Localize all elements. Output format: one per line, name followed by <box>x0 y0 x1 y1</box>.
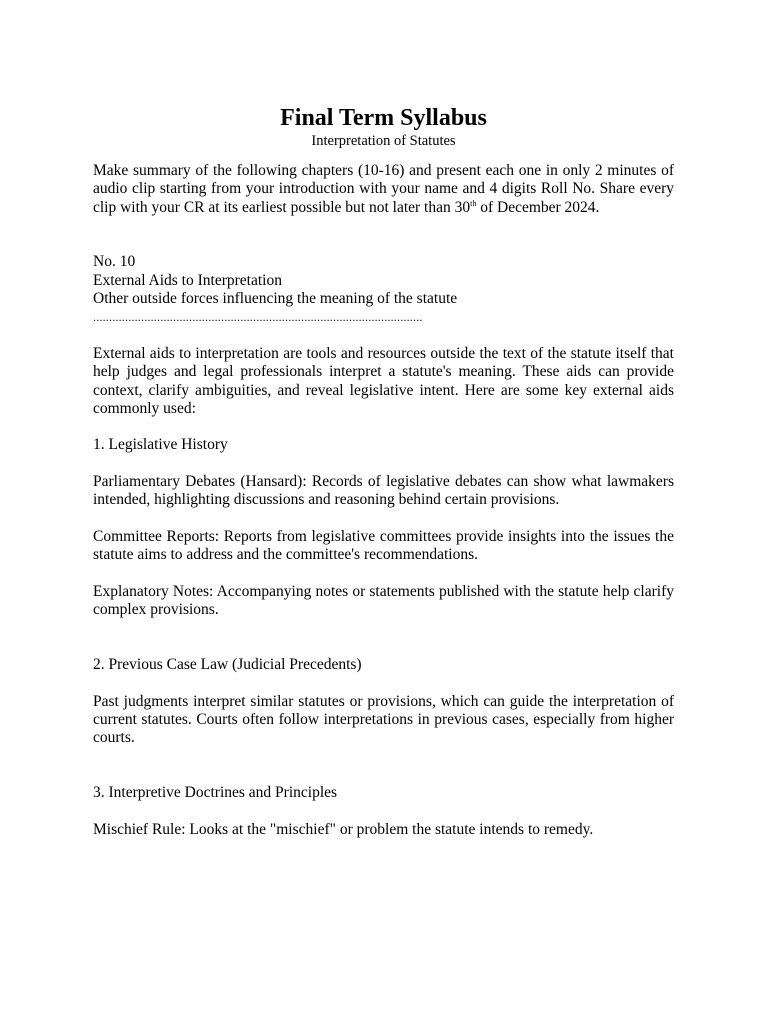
intro-paragraph: External aids to interpretation are tools and resources outside the text of the statute itself that help judges and legal professionals interpret a statute's meaning. These aids can provide context, clarify ambiguities, and reveal legislative intent. Here are some key external aids commonly used: <box>93 344 674 417</box>
section-heading: 3. Interpretive Doctrines and Principles <box>93 784 338 802</box>
section-paragraph: Committee Reports: Reports from legislative committees provide insights into the issues the statute aims to address and the committee's recommendations. <box>93 527 674 564</box>
spacer <box>93 619 674 656</box>
ordinal-suffix: th <box>470 198 477 208</box>
section-heading: 1. Legislative History <box>93 436 228 454</box>
chapter-name: External Aids to Interpretation <box>93 271 282 289</box>
section-paragraph: Past judgments interpret similar statutes or provisions, which can guide the interpretation of current statutes. Courts often follow interpretations in previous cases, especially from higher courts. <box>93 692 674 747</box>
spacer <box>93 674 674 692</box>
spacer <box>93 327 674 345</box>
instructions-paragraph <box>93 162 674 217</box>
spacer <box>93 510 674 528</box>
spacer <box>93 748 674 785</box>
instructions-text-end: of December 2024. <box>476 198 600 216</box>
section-paragraph: Explanatory Notes: Accompanying notes or statements published with the statute help clarify complex provisions. <box>93 582 674 619</box>
document-subtitle: Interpretation of Statutes <box>311 133 456 149</box>
instructions-text: Make summary of the following chapters (10-16) and present each one in only 2 minutes of audio clip starting from your introduction with your name and 4 digits Roll No. Share every clip with your CR at its earliest possible but not later than 30 <box>93 162 674 216</box>
document-page <box>93 104 674 839</box>
document-title: Final Term Syllabus <box>280 105 487 131</box>
section-heading: 2. Previous Case Law (Judicial Precedents) <box>93 656 362 674</box>
chapter-description: Other outside forces influencing the meaning of the statute <box>93 290 458 308</box>
spacer <box>93 565 674 583</box>
spacer <box>93 455 674 473</box>
section-paragraph: Parliamentary Debates (Hansard): Records of legislative debates can show what lawmakers intended, highlighting discussions and reasoning behind certain provisions. <box>93 473 674 509</box>
spacer <box>93 217 674 254</box>
section-paragraph: Mischief Rule: Looks at the "mischief" or problem the statute intends to remedy. <box>93 820 594 838</box>
dotted-separator: ....................................................................................................... <box>93 310 423 325</box>
chapter-number: No. 10 <box>93 253 136 271</box>
spacer <box>93 418 674 436</box>
spacer <box>93 802 674 820</box>
